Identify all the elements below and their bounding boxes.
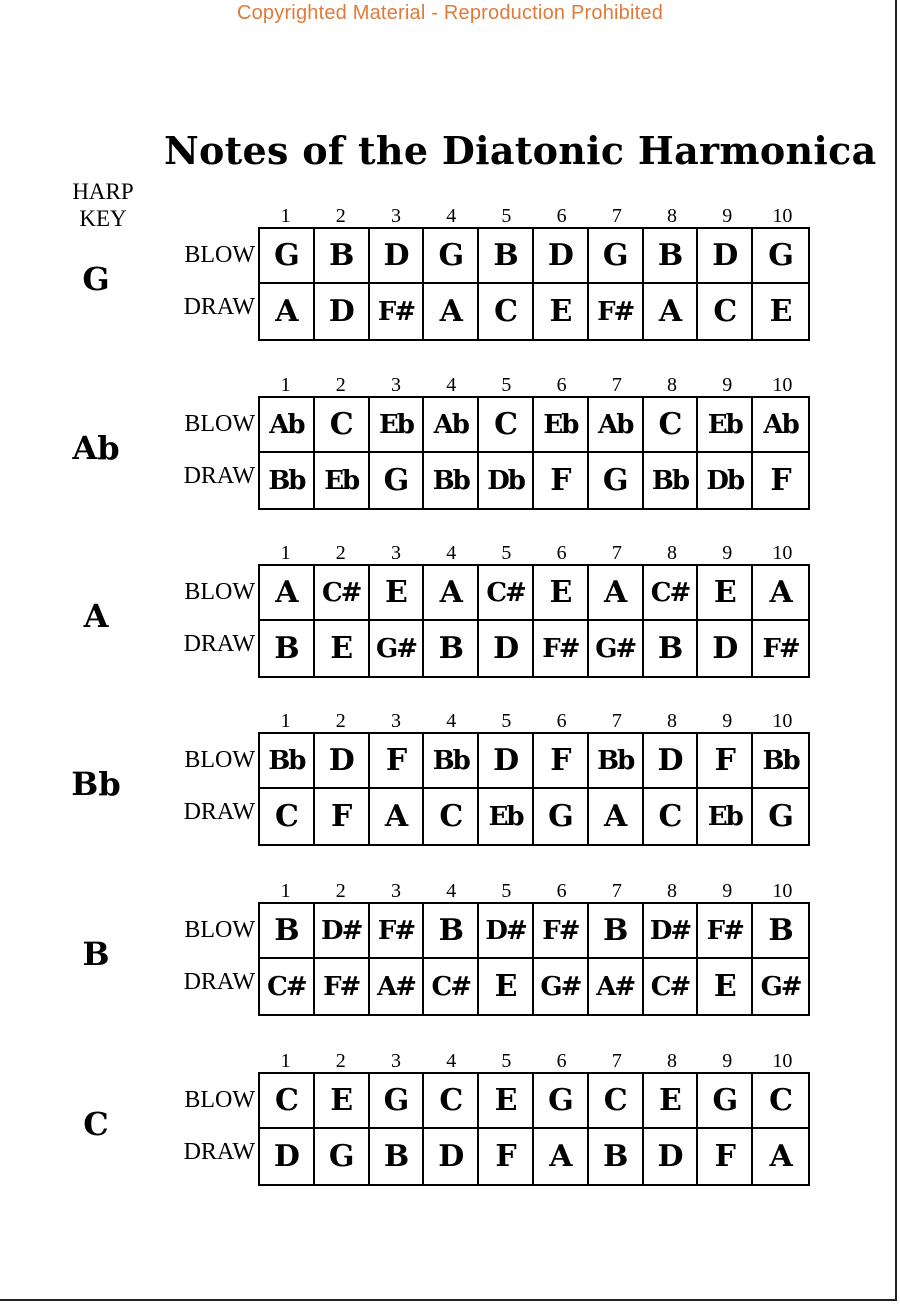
draw-note-cell: C — [479, 284, 534, 339]
draw-note-cell: D — [424, 1129, 479, 1184]
draw-note-cell: C — [644, 789, 699, 844]
draw-note-cell: F# — [315, 959, 370, 1014]
blow-note-cell: G — [753, 229, 808, 284]
blow-note-cell: C — [260, 1074, 315, 1129]
draw-note-cell: E — [315, 621, 370, 676]
draw-row-label: DRAW — [183, 969, 255, 995]
hole-number: 2 — [335, 1050, 346, 1072]
blow-note-cell: Bb — [260, 734, 315, 789]
note-table — [258, 227, 810, 341]
draw-note-cell: F — [698, 1129, 753, 1184]
draw-note-cell: Eb — [698, 789, 753, 844]
draw-note-cell: G# — [760, 971, 801, 1002]
hole-number: 5 — [501, 205, 512, 227]
hole-number: 2 — [335, 205, 346, 227]
hole-number: 1 — [280, 880, 291, 902]
hole-number-row — [258, 542, 810, 564]
hole-number: 3 — [391, 880, 401, 902]
blow-note-cell: A — [260, 566, 315, 621]
hole-number: 6 — [556, 374, 567, 396]
draw-row-label: DRAW — [183, 1139, 255, 1165]
hole-number: 7 — [611, 205, 622, 227]
hole-number: 5 — [501, 880, 512, 902]
key-block — [0, 710, 900, 860]
hole-number: 4 — [446, 205, 457, 227]
blow-note-cell: Bb — [424, 734, 479, 789]
blow-note-cell: Ab — [260, 398, 315, 453]
draw-note-cell: A — [589, 789, 644, 844]
hole-number: 10 — [772, 710, 793, 732]
hole-number: 9 — [722, 880, 733, 902]
blow-note-cell: C — [589, 1074, 644, 1129]
blow-note-cell: D# — [315, 904, 370, 959]
blow-note-cell: G — [534, 1074, 589, 1129]
blow-note-cell: G — [370, 1074, 425, 1129]
hole-number: 6 — [556, 710, 567, 732]
harp-key-name: C — [83, 1105, 109, 1143]
blow-note-cell: C — [644, 398, 699, 453]
draw-note-cell: E — [769, 294, 792, 329]
blow-note-cell: D — [479, 734, 534, 789]
draw-note-cell: Db — [698, 453, 753, 508]
hole-number: 1 — [280, 710, 291, 732]
hole-number: 3 — [391, 542, 401, 564]
blow-note-cell: E — [698, 566, 753, 621]
draw-note-cell: A — [424, 284, 479, 339]
blow-row-label: BLOW — [184, 242, 255, 268]
harp-key-name: Ab — [72, 429, 120, 467]
blow-note-cell: G — [589, 229, 644, 284]
draw-note-cell: C — [424, 789, 479, 844]
page-title: Notes of the Diatonic Harmonica — [164, 128, 877, 173]
copyright-notice: Copyrighted Material - Reproduction Prohibited — [236, 2, 664, 24]
hole-number: 10 — [772, 542, 793, 564]
hole-number: 6 — [556, 880, 567, 902]
blow-note-cell: F# — [698, 904, 753, 959]
blow-note-cell: E — [534, 566, 589, 621]
blow-note-cell: C — [479, 398, 534, 453]
draw-note-cell: F# — [762, 633, 799, 664]
blow-note-cell: B — [479, 229, 534, 284]
hole-number: 10 — [772, 880, 793, 902]
hole-number: 4 — [446, 1050, 457, 1072]
key-block — [0, 880, 900, 1030]
draw-note-cell: C# — [260, 959, 315, 1014]
blow-note-cell: Eb — [370, 398, 425, 453]
draw-note-cell: D — [315, 284, 370, 339]
draw-note-cell: B — [370, 1129, 425, 1184]
hole-number: 10 — [772, 205, 793, 227]
blow-note-cell: Eb — [698, 398, 753, 453]
key-block — [0, 542, 900, 692]
key-block — [0, 374, 900, 524]
draw-note-cell: Bb — [424, 453, 479, 508]
draw-note-cell: Bb — [644, 453, 699, 508]
draw-row-label: DRAW — [183, 631, 255, 657]
blow-note-cell: B — [753, 904, 808, 959]
draw-note-cell: C# — [644, 959, 699, 1014]
blow-note-cell: F# — [534, 904, 589, 959]
blow-note-cell: Ab — [753, 398, 808, 453]
key-block — [0, 1050, 900, 1200]
draw-note-cell: C — [698, 284, 753, 339]
draw-note-cell: E — [698, 959, 753, 1014]
hole-number: 1 — [280, 1050, 291, 1072]
draw-note-cell: B — [644, 621, 699, 676]
draw-note-cell: B — [424, 621, 479, 676]
blow-note-cell: C — [753, 1074, 808, 1129]
draw-note-cell: G# — [534, 959, 589, 1014]
blow-row-label: BLOW — [184, 579, 255, 605]
blow-row-label: BLOW — [184, 917, 255, 943]
blow-note-cell: D — [370, 229, 425, 284]
blow-row-label: BLOW — [184, 747, 255, 773]
draw-row-label: DRAW — [183, 799, 255, 825]
hole-number: 7 — [611, 1050, 622, 1072]
draw-note-cell: F — [770, 463, 791, 498]
blow-note-cell: E — [644, 1074, 699, 1129]
hole-number: 8 — [667, 880, 678, 902]
draw-note-cell: A# — [370, 959, 425, 1014]
blow-note-cell: Eb — [534, 398, 589, 453]
hole-number-row — [258, 880, 810, 902]
draw-note-cell: E — [479, 959, 534, 1014]
note-table — [258, 396, 810, 510]
draw-note-cell: F — [534, 453, 589, 508]
draw-note-cell: F — [479, 1129, 534, 1184]
draw-note-cell: Eb — [479, 789, 534, 844]
draw-note-cell: G — [315, 1129, 370, 1184]
blow-note-cell: D# — [479, 904, 534, 959]
hole-number-row — [258, 710, 810, 732]
hole-number: 10 — [772, 1050, 793, 1072]
hole-number: 6 — [556, 205, 567, 227]
note-table — [258, 732, 810, 846]
hole-number: 3 — [391, 710, 401, 732]
blow-note-cell: D# — [644, 904, 699, 959]
blow-note-cell: F — [698, 734, 753, 789]
draw-note-cell: B — [589, 1129, 644, 1184]
hole-number: 9 — [722, 374, 733, 396]
draw-note-cell: A — [260, 284, 315, 339]
draw-row-label: DRAW — [183, 463, 255, 489]
blow-note-cell: A — [589, 566, 644, 621]
draw-note-cell: G# — [370, 621, 425, 676]
blow-note-cell: B — [589, 904, 644, 959]
draw-row-label: DRAW — [183, 294, 255, 320]
hole-number: 2 — [335, 710, 346, 732]
draw-note-cell: D — [644, 1129, 699, 1184]
note-table — [258, 1072, 810, 1186]
blow-note-cell: B — [260, 904, 315, 959]
draw-note-cell: A — [644, 284, 699, 339]
blow-note-cell: F# — [370, 904, 425, 959]
hole-number: 9 — [722, 205, 733, 227]
hole-number: 3 — [391, 205, 401, 227]
blow-note-cell: B — [644, 229, 699, 284]
hole-number: 4 — [446, 374, 457, 396]
hole-number: 6 — [556, 542, 567, 564]
draw-note-cell: G — [589, 453, 644, 508]
hole-number: 8 — [667, 710, 678, 732]
blow-note-cell: F — [534, 734, 589, 789]
draw-note-cell: D — [479, 621, 534, 676]
draw-note-cell: F# — [370, 284, 425, 339]
note-table — [258, 902, 810, 1016]
blow-row-label: BLOW — [184, 411, 255, 437]
blow-note-cell: Bb — [753, 734, 808, 789]
draw-note-cell: C# — [424, 959, 479, 1014]
hole-number: 9 — [722, 542, 733, 564]
hole-number: 9 — [722, 1050, 733, 1072]
hole-number: 8 — [667, 1050, 678, 1072]
draw-note-cell: Db — [479, 453, 534, 508]
hole-number: 3 — [391, 374, 401, 396]
blow-note-cell: D — [644, 734, 699, 789]
hole-number: 4 — [446, 710, 457, 732]
harp-key-name: G — [82, 260, 110, 298]
blow-note-cell: D — [698, 229, 753, 284]
hole-number: 8 — [667, 205, 678, 227]
draw-note-cell: G — [534, 789, 589, 844]
blow-note-cell: G — [698, 1074, 753, 1129]
draw-note-cell: D — [260, 1129, 315, 1184]
blow-note-cell: E — [370, 566, 425, 621]
draw-note-cell: A — [769, 1139, 792, 1174]
draw-note-cell: F — [315, 789, 370, 844]
hole-number: 5 — [501, 710, 512, 732]
blow-note-cell: Ab — [589, 398, 644, 453]
draw-note-cell: A — [534, 1129, 589, 1184]
hole-number: 8 — [667, 542, 678, 564]
hole-number: 1 — [280, 542, 291, 564]
hole-number: 5 — [501, 542, 512, 564]
hole-number: 8 — [667, 374, 678, 396]
draw-note-cell: F# — [534, 621, 589, 676]
hole-number: 3 — [391, 1050, 401, 1072]
blow-note-cell: C# — [479, 566, 534, 621]
hole-number: 4 — [446, 542, 457, 564]
hole-number-row — [258, 205, 810, 227]
blow-note-cell: Bb — [589, 734, 644, 789]
draw-note-cell: G — [370, 453, 425, 508]
blow-row-label: BLOW — [184, 1087, 255, 1113]
hole-number: 7 — [611, 880, 622, 902]
blow-note-cell: A — [753, 566, 808, 621]
hole-number: 2 — [335, 542, 346, 564]
note-table — [258, 564, 810, 678]
blow-note-cell: C# — [315, 566, 370, 621]
draw-note-cell: A — [370, 789, 425, 844]
hole-number: 4 — [446, 880, 457, 902]
blow-note-cell: B — [315, 229, 370, 284]
hole-number: 2 — [335, 374, 346, 396]
hole-number: 10 — [772, 374, 793, 396]
harp-key-name: Bb — [71, 765, 121, 803]
draw-note-cell: Eb — [315, 453, 370, 508]
blow-note-cell: G — [424, 229, 479, 284]
draw-note-cell: D — [698, 621, 753, 676]
hole-number: 7 — [611, 374, 622, 396]
blow-note-cell: D — [534, 229, 589, 284]
blow-note-cell: G — [260, 229, 315, 284]
hole-number-row — [258, 1050, 810, 1072]
draw-note-cell: Bb — [260, 453, 315, 508]
hole-number-row — [258, 374, 810, 396]
hole-number: 7 — [611, 542, 622, 564]
blow-note-cell: Ab — [424, 398, 479, 453]
hole-number: 7 — [611, 710, 622, 732]
key-block — [0, 205, 900, 355]
hole-number: 5 — [501, 1050, 512, 1072]
draw-note-cell: B — [260, 621, 315, 676]
blow-note-cell: F — [370, 734, 425, 789]
blow-note-cell: C — [315, 398, 370, 453]
harp-key-name: B — [82, 935, 110, 973]
blow-note-cell: A — [424, 566, 479, 621]
hole-number: 6 — [556, 1050, 567, 1072]
harp-key-heading-line1: HARP — [72, 179, 134, 204]
hole-number: 5 — [501, 374, 512, 396]
blow-note-cell: E — [315, 1074, 370, 1129]
hole-number: 1 — [280, 374, 291, 396]
blow-note-cell: B — [424, 904, 479, 959]
draw-note-cell: G# — [589, 621, 644, 676]
draw-note-cell: C — [260, 789, 315, 844]
hole-number: 2 — [335, 880, 346, 902]
blow-note-cell: C# — [644, 566, 699, 621]
harp-key-name: A — [83, 597, 109, 635]
blow-note-cell: D — [315, 734, 370, 789]
draw-note-cell: F# — [589, 284, 644, 339]
draw-note-cell: E — [534, 284, 589, 339]
hole-number: 1 — [280, 205, 291, 227]
hole-number: 9 — [722, 710, 733, 732]
draw-note-cell: A# — [589, 959, 644, 1014]
harp-key-heading-line2: KEY — [79, 206, 127, 231]
blow-note-cell: C — [424, 1074, 479, 1129]
blow-note-cell: E — [479, 1074, 534, 1129]
draw-note-cell: G — [768, 799, 793, 834]
